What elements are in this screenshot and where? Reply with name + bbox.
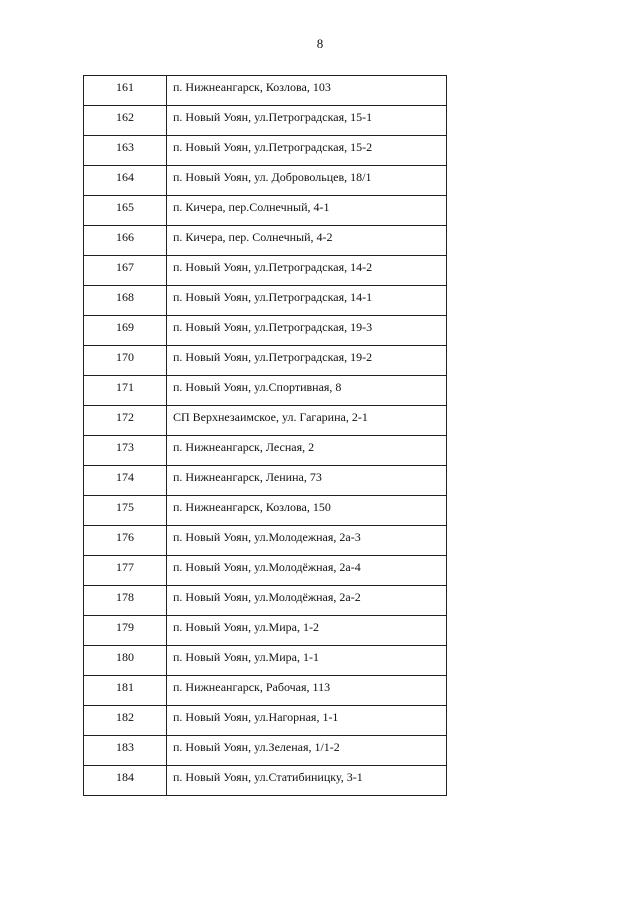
- row-number: 161: [84, 76, 167, 106]
- row-address: п. Новый Уоян, ул.Петроградская, 14-1: [167, 286, 447, 316]
- row-number: 178: [84, 586, 167, 616]
- row-number: 162: [84, 106, 167, 136]
- row-address: п. Нижнеангарск, Лесная, 2: [167, 436, 447, 466]
- row-address: п. Новый Уоян, ул.Мира, 1-2: [167, 616, 447, 646]
- table-row: [84, 706, 447, 736]
- table-row: [84, 736, 447, 766]
- row-address: п. Кичера, пер. Солнечный, 4-2: [167, 226, 447, 256]
- table-row: [84, 586, 447, 616]
- row-address: п. Новый Уоян, ул.Спортивная, 8: [167, 376, 447, 406]
- row-address: п. Новый Уоян, ул.Молодежная, 2а-3: [167, 526, 447, 556]
- table-row: [84, 406, 447, 436]
- row-number: 165: [84, 196, 167, 226]
- row-number: 168: [84, 286, 167, 316]
- row-address: п. Новый Уоян, ул.Петроградская, 15-2: [167, 136, 447, 166]
- row-number: 181: [84, 676, 167, 706]
- row-number: 167: [84, 256, 167, 286]
- row-number: 175: [84, 496, 167, 526]
- row-number: 184: [84, 766, 167, 796]
- row-number: 174: [84, 466, 167, 496]
- table-row: [84, 766, 447, 796]
- table-row: [84, 316, 447, 346]
- row-number: 183: [84, 736, 167, 766]
- row-number: 177: [84, 556, 167, 586]
- table-row: [84, 136, 447, 166]
- row-number: 182: [84, 706, 167, 736]
- row-address: п. Новый Уоян, ул.Молодёжная, 2а-2: [167, 586, 447, 616]
- table-row: [84, 616, 447, 646]
- row-address: п. Новый Уоян, ул.Мира, 1-1: [167, 646, 447, 676]
- row-number: 173: [84, 436, 167, 466]
- address-table: [83, 75, 447, 796]
- table-row: [84, 376, 447, 406]
- table-row: [84, 556, 447, 586]
- row-number: 176: [84, 526, 167, 556]
- table-row: [84, 226, 447, 256]
- row-address: п. Нижнеангарск, Ленина, 73: [167, 466, 447, 496]
- row-address: п. Новый Уоян, ул.Молодёжная, 2а-4: [167, 556, 447, 586]
- row-address: п. Новый Уоян, ул.Статибиницку, 3-1: [167, 766, 447, 796]
- address-table-body: [84, 76, 447, 796]
- page-number: 8: [316, 36, 324, 51]
- table-row: [84, 676, 447, 706]
- row-address: п. Новый Уоян, ул.Нагорная, 1-1: [167, 706, 447, 736]
- row-address: п. Нижнеангарск, Рабочая, 113: [167, 676, 447, 706]
- row-number: 164: [84, 166, 167, 196]
- row-number: 171: [84, 376, 167, 406]
- row-address: п. Новый Уоян, ул.Петроградская, 19-3: [167, 316, 447, 346]
- table-row: [84, 106, 447, 136]
- table-row: [84, 196, 447, 226]
- row-number: 169: [84, 316, 167, 346]
- table-row: [84, 466, 447, 496]
- table-row: [84, 286, 447, 316]
- row-address: СП Верхнезаимское, ул. Гагарина, 2-1: [167, 406, 447, 436]
- row-address: п. Новый Уоян, ул.Петроградская, 14-2: [167, 256, 447, 286]
- row-address: п. Нижнеангарск, Козлова, 150: [167, 496, 447, 526]
- table-row: [84, 436, 447, 466]
- table-row: [84, 646, 447, 676]
- row-number: 180: [84, 646, 167, 676]
- row-number: 179: [84, 616, 167, 646]
- table-row: [84, 76, 447, 106]
- row-address: п. Новый Уоян, ул. Добровольцев, 18/1: [167, 166, 447, 196]
- table-row: [84, 256, 447, 286]
- row-address: п. Нижнеангарск, Козлова, 103: [167, 76, 447, 106]
- row-address: п. Новый Уоян, ул.Зеленая, 1/1-2: [167, 736, 447, 766]
- row-number: 166: [84, 226, 167, 256]
- row-number: 172: [84, 406, 167, 436]
- table-row: [84, 166, 447, 196]
- row-address: п. Кичера, пер.Солнечный, 4-1: [167, 196, 447, 226]
- row-address: п. Новый Уоян, ул.Петроградская, 15-1: [167, 106, 447, 136]
- row-address: п. Новый Уоян, ул.Петроградская, 19-2: [167, 346, 447, 376]
- table-row: [84, 526, 447, 556]
- table-row: [84, 496, 447, 526]
- table-row: [84, 346, 447, 376]
- row-number: 163: [84, 136, 167, 166]
- row-number: 170: [84, 346, 167, 376]
